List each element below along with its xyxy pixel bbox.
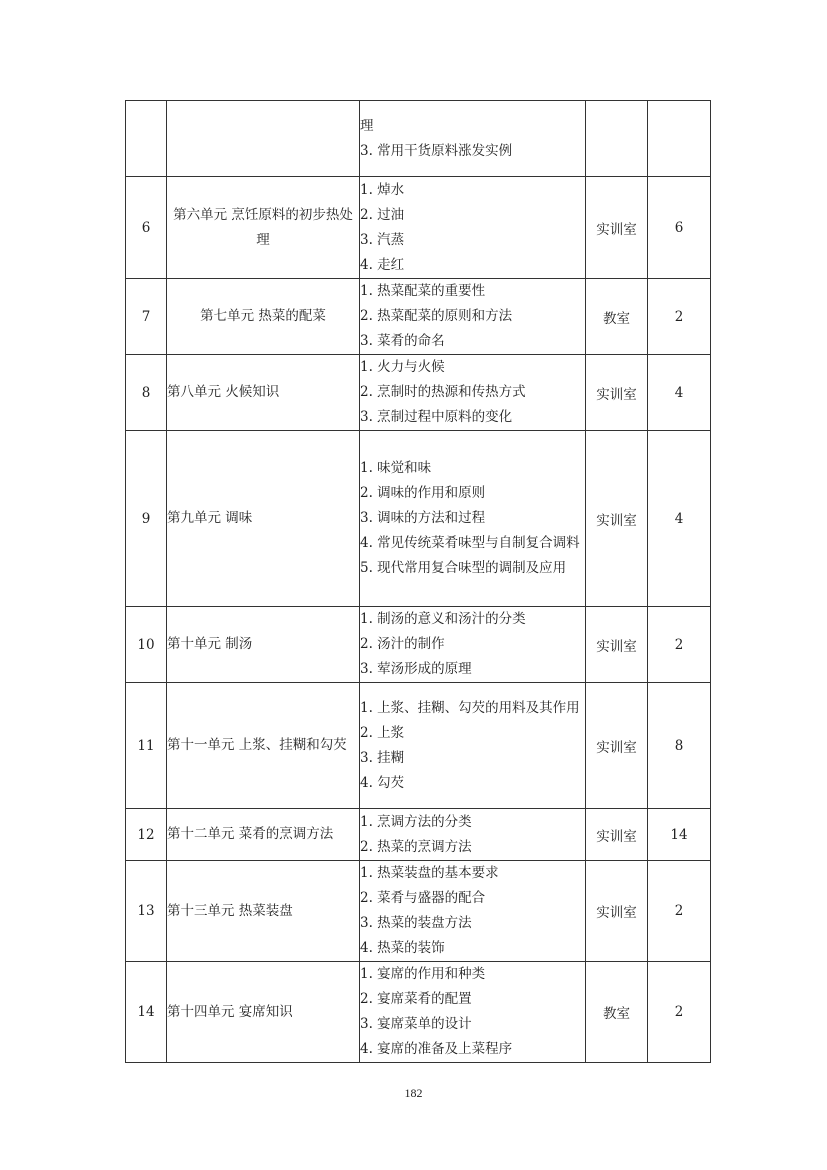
unit-title-cell: 第十二单元 菜肴的烹调方法 (167, 809, 360, 861)
page-number: 182 (404, 1086, 423, 1100)
curriculum-table (125, 100, 711, 1063)
content-line: 2. 菜肴与盛器的配合 (360, 890, 486, 906)
content-cell (360, 683, 586, 809)
venue-cell: 实训室 (586, 683, 648, 809)
content-line: 1. 热菜装盘的基本要求 (360, 865, 499, 881)
venue-cell: 教室 (586, 279, 648, 355)
row-number-cell (126, 101, 167, 177)
table-row (126, 279, 711, 355)
row-number-cell: 12 (126, 809, 167, 861)
hours-cell: 6 (648, 177, 711, 279)
table-body (126, 101, 711, 1063)
content-line: 3. 宴席菜单的设计 (360, 1016, 472, 1032)
row-number-cell: 8 (126, 355, 167, 431)
content-line: 1. 味觉和味 (360, 460, 432, 476)
content-cell (360, 431, 586, 607)
table-row (126, 683, 711, 809)
table-row (126, 355, 711, 431)
content-line: 1. 上浆、挂糊、勾芡的用料及其作用 (360, 699, 580, 716)
hours-cell: 2 (648, 962, 711, 1063)
row-number-cell: 6 (126, 177, 167, 279)
hours-cell: 2 (648, 607, 711, 683)
content-line: 1. 制汤的意义和汤汁的分类 (360, 611, 526, 627)
content-line: 理 (360, 117, 374, 134)
hours-cell: 4 (648, 431, 711, 607)
hours-cell (648, 101, 711, 177)
content-cell (360, 607, 586, 683)
content-line: 2. 热菜配菜的原则和方法 (360, 308, 513, 324)
venue-cell: 实训室 (586, 607, 648, 683)
content-line: 1. 热菜配菜的重要性 (360, 283, 486, 299)
venue-cell: 教室 (586, 962, 648, 1063)
row-number-cell: 10 (126, 607, 167, 683)
content-line: 1. 宴席的作用和种类 (360, 966, 486, 982)
venue-cell: 实训室 (586, 177, 648, 279)
unit-title-cell (167, 101, 360, 177)
content-cell (360, 177, 586, 279)
content-cell (360, 355, 586, 431)
table-row (126, 607, 711, 683)
content-line: 2. 汤汁的制作 (360, 636, 445, 652)
hours-cell: 4 (648, 355, 711, 431)
hours-cell: 2 (648, 279, 711, 355)
table-row (126, 177, 711, 279)
unit-title-cell: 第十单元 制汤 (167, 607, 360, 683)
content-line: 4. 勾芡 (360, 774, 405, 791)
venue-cell: 实训室 (586, 431, 648, 607)
content-line: 4. 宴席的准备及上菜程序 (360, 1041, 513, 1057)
venue-cell: 实训室 (586, 355, 648, 431)
content-line: 2. 烹制时的热源和传热方式 (360, 384, 526, 400)
content-cell (360, 809, 586, 861)
content-line: 2. 上浆 (360, 724, 405, 741)
content-line: 1. 火力与火候 (360, 359, 445, 375)
content-line: 2. 宴席菜肴的配置 (360, 991, 472, 1007)
unit-title-cell: 第十四单元 宴席知识 (167, 962, 360, 1063)
unit-title-cell: 第七单元 热菜的配菜 (167, 279, 360, 355)
venue-cell (586, 101, 648, 177)
content-line: 1. 烹调方法的分类 (360, 813, 472, 830)
row-number-cell: 11 (126, 683, 167, 809)
content-line: 3. 汽蒸 (360, 231, 405, 248)
row-number-cell: 7 (126, 279, 167, 355)
row-number-cell: 9 (126, 431, 167, 607)
content-line: 3. 烹制过程中原料的变化 (360, 409, 513, 425)
content-line: 4. 热菜的装饰 (360, 940, 445, 956)
content-line: 2. 热菜的烹调方法 (360, 838, 472, 855)
unit-title-cell: 第九单元 调味 (167, 431, 360, 607)
content-line: 3. 热菜的装盘方法 (360, 915, 472, 931)
content-cell (360, 279, 586, 355)
content-line: 1. 焯水 (360, 181, 405, 198)
table-row (126, 101, 711, 177)
hours-cell: 8 (648, 683, 711, 809)
content-line: 5. 现代常用复合味型的调制及应用 (360, 560, 567, 576)
content-line: 4. 常见传统菜肴味型与自制复合调料 (360, 535, 580, 551)
table-row (126, 431, 711, 607)
content-cell (360, 101, 586, 177)
venue-cell: 实训室 (586, 861, 648, 962)
content-line: 3. 菜肴的命名 (360, 333, 445, 349)
unit-title-cell: 第十三单元 热菜装盘 (167, 861, 360, 962)
hours-cell: 2 (648, 861, 711, 962)
content-line: 3. 荤汤形成的原理 (360, 661, 472, 677)
table-row (126, 962, 711, 1063)
venue-cell: 实训室 (586, 809, 648, 861)
content-cell (360, 962, 586, 1063)
unit-title-cell: 第六单元 烹饪原料的初步热处理 (167, 177, 360, 279)
row-number-cell: 13 (126, 861, 167, 962)
content-cell (360, 861, 586, 962)
table-row (126, 809, 711, 861)
unit-title-cell: 第十一单元 上浆、挂糊和勾芡 (167, 683, 360, 809)
unit-title-cell: 第八单元 火候知识 (167, 355, 360, 431)
hours-cell: 14 (648, 809, 711, 861)
row-number-cell: 14 (126, 962, 167, 1063)
content-line: 2. 调味的作用和原则 (360, 485, 486, 501)
content-line: 3. 挂糊 (360, 749, 405, 766)
content-line: 3. 常用干货原料涨发实例 (360, 142, 513, 159)
table-row (126, 861, 711, 962)
content-line: 2. 过油 (360, 206, 405, 223)
content-line: 3. 调味的方法和过程 (360, 510, 486, 526)
content-line: 4. 走红 (360, 256, 405, 273)
